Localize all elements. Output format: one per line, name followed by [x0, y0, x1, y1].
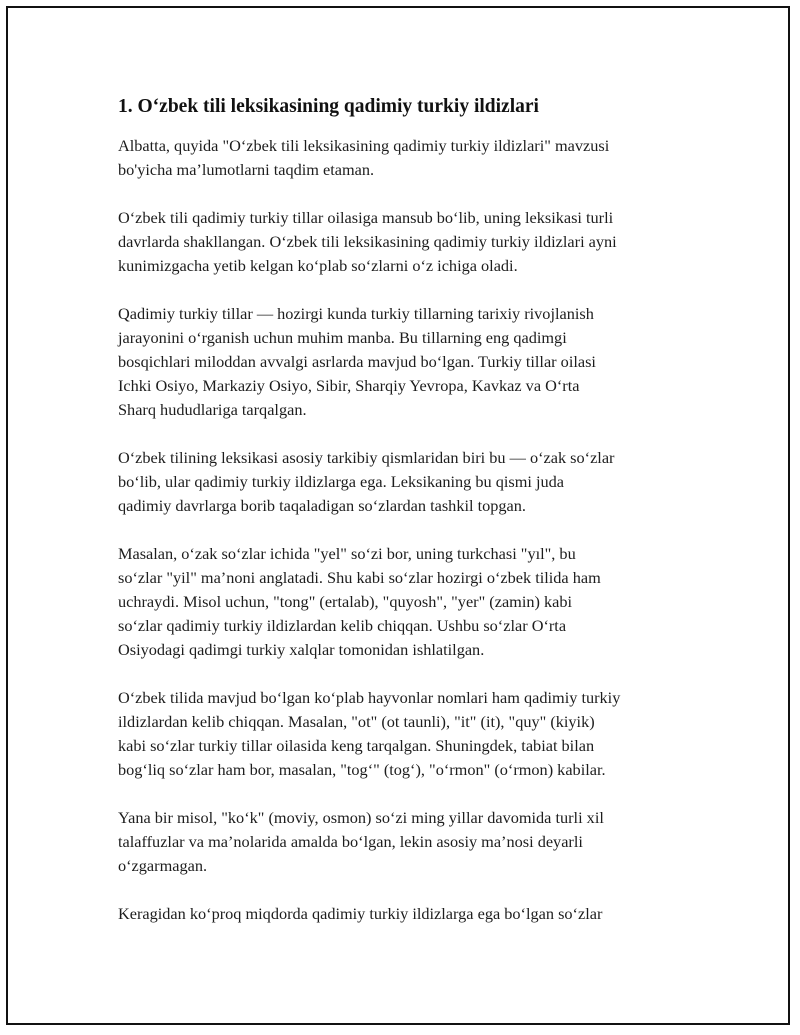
- paragraph-line: uchraydi. Misol uchun, "tong" (ertalab), "quyosh", "yer" (zamin) kabi: [118, 592, 573, 611]
- paragraph-line: Qadimiy turkiy tillar — hozirgi kunda turkiy tillarning tarixiy rivojlanish: [118, 304, 594, 323]
- paragraph-line: soʻzlar "yil" maʼnoni anglatadi. Shu kabi soʻzlar hozirgi oʻzbek tilida ham: [118, 568, 601, 587]
- paragraph: [118, 134, 688, 182]
- paragraph-line: jarayonini oʻrganish uchun muhim manba. Bu tillarning eng qadimgi: [118, 328, 567, 347]
- document-title: 1. Oʻzbek tili leksikasining qadimiy turkiy ildizlari: [118, 96, 539, 117]
- paragraph-line: ildizlardan kelib chiqqan. Masalan, "ot" (ot taunli), "it" (it), "quy" (kiyik): [118, 712, 595, 731]
- paragraph-line: Yana bir misol, "koʻk" (moviy, osmon) soʻzi ming yillar davomida turli xil: [118, 808, 604, 827]
- paragraph: [118, 446, 688, 518]
- paragraph-line: talaffuzlar va maʼnolarida amalda boʻlgan, lekin asosiy maʼnosi deyarli: [118, 832, 583, 851]
- paragraph-line: Keragidan koʻproq miqdorda qadimiy turkiy ildizlarga ega boʻlgan soʻzlar: [118, 904, 603, 923]
- paragraph-line: kunimizgacha yetib kelgan koʻplab soʻzlarni oʻz ichiga oladi.: [118, 256, 518, 275]
- paragraph: [118, 302, 688, 422]
- paragraph-line: bo'yicha maʼlumotlarni taqdim etaman.: [118, 160, 375, 179]
- paragraph-line: Oʻzbek tili qadimiy turkiy tillar oilasiga mansub boʻlib, uning leksikasi turli: [118, 208, 614, 227]
- paragraph-line: Albatta, quyida "Oʻzbek tili leksikasining qadimiy turkiy ildizlari" mavzusi: [118, 136, 610, 155]
- paragraph: [118, 806, 688, 878]
- paragraph: [118, 206, 688, 278]
- paragraph-line: oʻzgarmagan.: [118, 856, 208, 875]
- paragraph: [118, 902, 688, 926]
- paragraph-list: [118, 134, 688, 926]
- paragraph-line: Sharq hududlariga tarqalgan.: [118, 400, 307, 419]
- paragraph-line: davrlarda shakllangan. Oʻzbek tili leksikasining qadimiy turkiy ildizlari ayni: [118, 232, 617, 251]
- paragraph-line: bogʻliq soʻzlar ham bor, masalan, "togʻ" (togʻ), "oʻrmon" (oʻrmon) kabilar.: [118, 760, 606, 779]
- paragraph-line: boʻlib, ular qadimiy turkiy ildizlarga ega. Leksikaning bu qismi juda: [118, 472, 564, 491]
- paragraph-line: Oʻzbek tilining leksikasi asosiy tarkibiy qismlaridan biri bu — oʻzak soʻzlar: [118, 448, 615, 467]
- paragraph-line: kabi soʻzlar turkiy tillar oilasida keng tarqalgan. Shuningdek, tabiat bilan: [118, 736, 595, 755]
- paragraph-line: Osiyodagi qadimgi turkiy xalqlar tomonidan ishlatilgan.: [118, 640, 485, 659]
- paragraph: [118, 686, 688, 782]
- paragraph-line: bosqichlari miloddan avvalgi asrlarda mavjud boʻlgan. Turkiy tillar oilasi: [118, 352, 596, 371]
- paragraph-line: soʻzlar qadimiy turkiy ildizlardan kelib chiqqan. Ushbu soʻzlar Oʻrta: [118, 616, 567, 635]
- paragraph-line: qadimiy davrlarga borib taqaladigan soʻzlardan tashkil topgan.: [118, 496, 526, 515]
- paragraph-line: Ichki Osiyo, Markaziy Osiyo, Sibir, Sharqiy Yevropa, Kavkaz va Oʻrta: [118, 376, 580, 395]
- paragraph-line: Masalan, oʻzak soʻzlar ichida "yel" soʻzi bor, uning turkchasi "yıl", bu: [118, 544, 576, 563]
- paragraph-line: Oʻzbek tilida mavjud boʻlgan koʻplab hayvonlar nomlari ham qadimiy turkiy: [118, 688, 621, 707]
- paragraph: [118, 542, 688, 662]
- document-body: [118, 93, 688, 950]
